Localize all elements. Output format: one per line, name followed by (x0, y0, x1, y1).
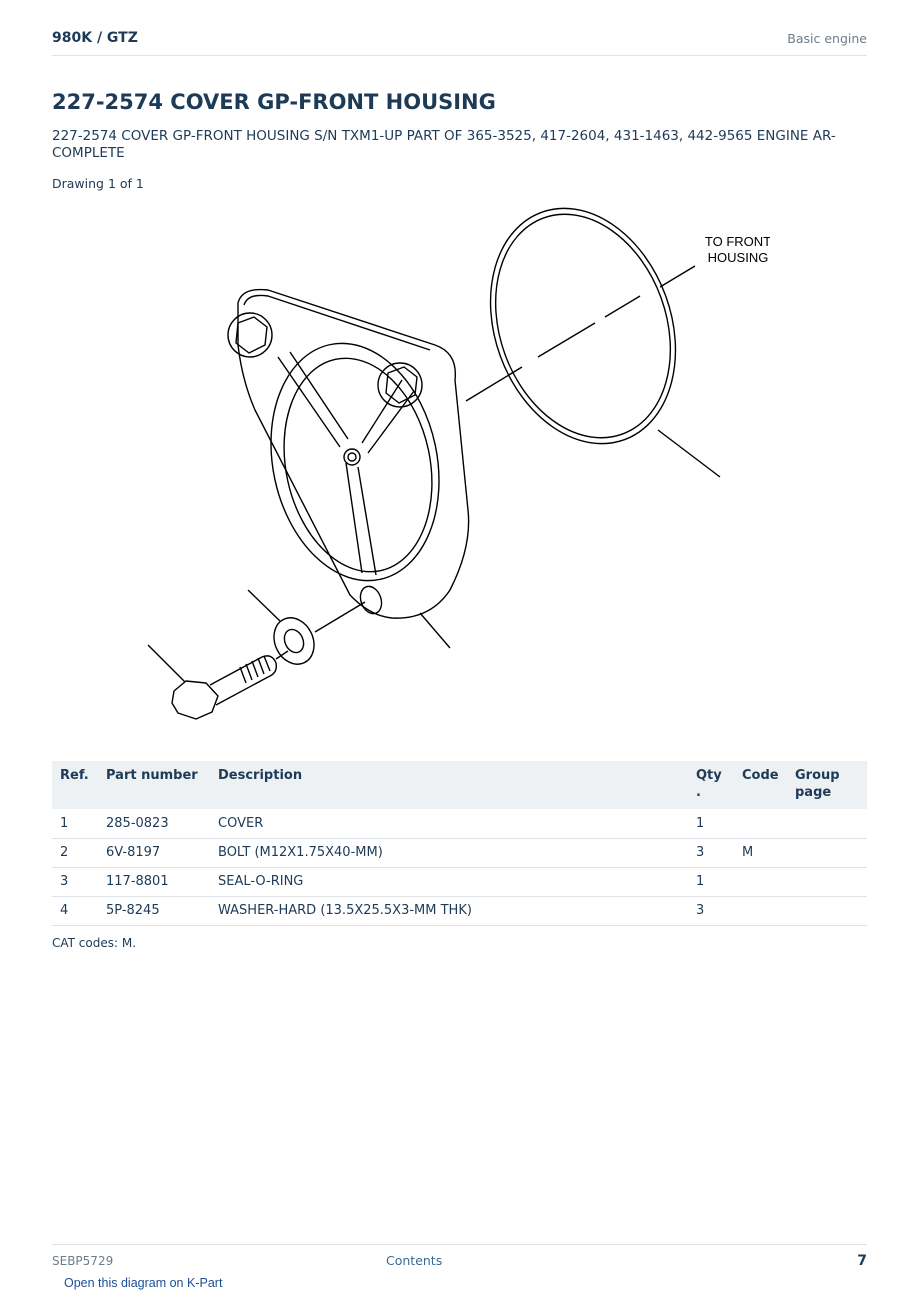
header-page-text: page (795, 785, 832, 800)
header-description: Description (210, 761, 688, 809)
assembly-axis-line (466, 266, 695, 401)
cell-group-page (787, 896, 867, 925)
page-header (52, 28, 867, 56)
cell-qty: 1 (688, 867, 734, 896)
cell-part-number: 117-8801 (98, 867, 210, 896)
page-number: 7 (857, 1253, 867, 1269)
header-qty-text: Qty (696, 768, 722, 783)
header-code: Code (734, 761, 787, 809)
cell-description: SEAL-O-RING (210, 867, 688, 896)
table-row (52, 809, 867, 838)
cell-code (734, 896, 787, 925)
cell-description: BOLT (M12X1.75X40-MM) (210, 838, 688, 867)
cell-group-page (787, 838, 867, 867)
header-qty (688, 761, 734, 809)
o-ring-seal-part (459, 195, 720, 477)
cell-qty: 3 (688, 896, 734, 925)
cell-ref: 2 (52, 838, 98, 867)
cell-part-number: 6V-8197 (98, 838, 210, 867)
page-footer (52, 1244, 867, 1274)
page-subtitle: 227-2574 COVER GP-FRONT HOUSING S/N TXM1-UP PART OF 365-3525, 417-2604, 431-1463, 442-9565 ENGINE AR-COMPLETE (52, 128, 836, 161)
exploded-view-drawing (130, 195, 770, 735)
page-title: 227-2574 COVER GP-FRONT HOUSING (52, 90, 496, 114)
cell-part-number: 5P-8245 (98, 896, 210, 925)
header-group-text: Group (795, 768, 840, 783)
table-row (52, 896, 867, 925)
document-id: SEBP5729 (52, 1254, 114, 1268)
drawing-label: Drawing 1 of 1 (52, 176, 144, 191)
cell-group-page (787, 867, 867, 896)
model-breadcrumb: 980K / GTZ (52, 30, 138, 46)
parts-table (52, 761, 867, 926)
parts-diagram (130, 195, 770, 735)
cell-qty: 1 (688, 809, 734, 838)
front-cover-part (228, 290, 469, 648)
contents-link[interactable]: Contents (386, 1253, 443, 1268)
header-ref: Ref. (52, 761, 98, 809)
callout-text-line1: TO FRONT (704, 234, 770, 249)
cell-ref: 4 (52, 896, 98, 925)
section-name: Basic engine (787, 31, 867, 46)
header-qty-wrap: . (696, 785, 701, 800)
cell-code: M (734, 838, 787, 867)
cell-description: WASHER-HARD (13.5X25.5X3-MM THK) (210, 896, 688, 925)
hex-bolt-part (148, 645, 288, 719)
cell-code (734, 867, 787, 896)
table-row (52, 867, 867, 896)
cat-codes-note: CAT codes: M. (52, 936, 137, 950)
callout-text-line2: HOUSING (707, 250, 769, 265)
cell-qty: 3 (688, 838, 734, 867)
cell-ref: 1 (52, 809, 98, 838)
cell-description: COVER (210, 809, 688, 838)
cell-group-page (787, 809, 867, 838)
table-row (52, 838, 867, 867)
parts-table-header (52, 761, 867, 809)
cell-ref: 3 (52, 867, 98, 896)
cell-code (734, 809, 787, 838)
open-kpart-link[interactable]: Open this diagram on K-Part (64, 1276, 223, 1290)
header-group-page (787, 761, 867, 809)
cell-part-number: 285-0823 (98, 809, 210, 838)
header-part-number: Part number (98, 761, 210, 809)
